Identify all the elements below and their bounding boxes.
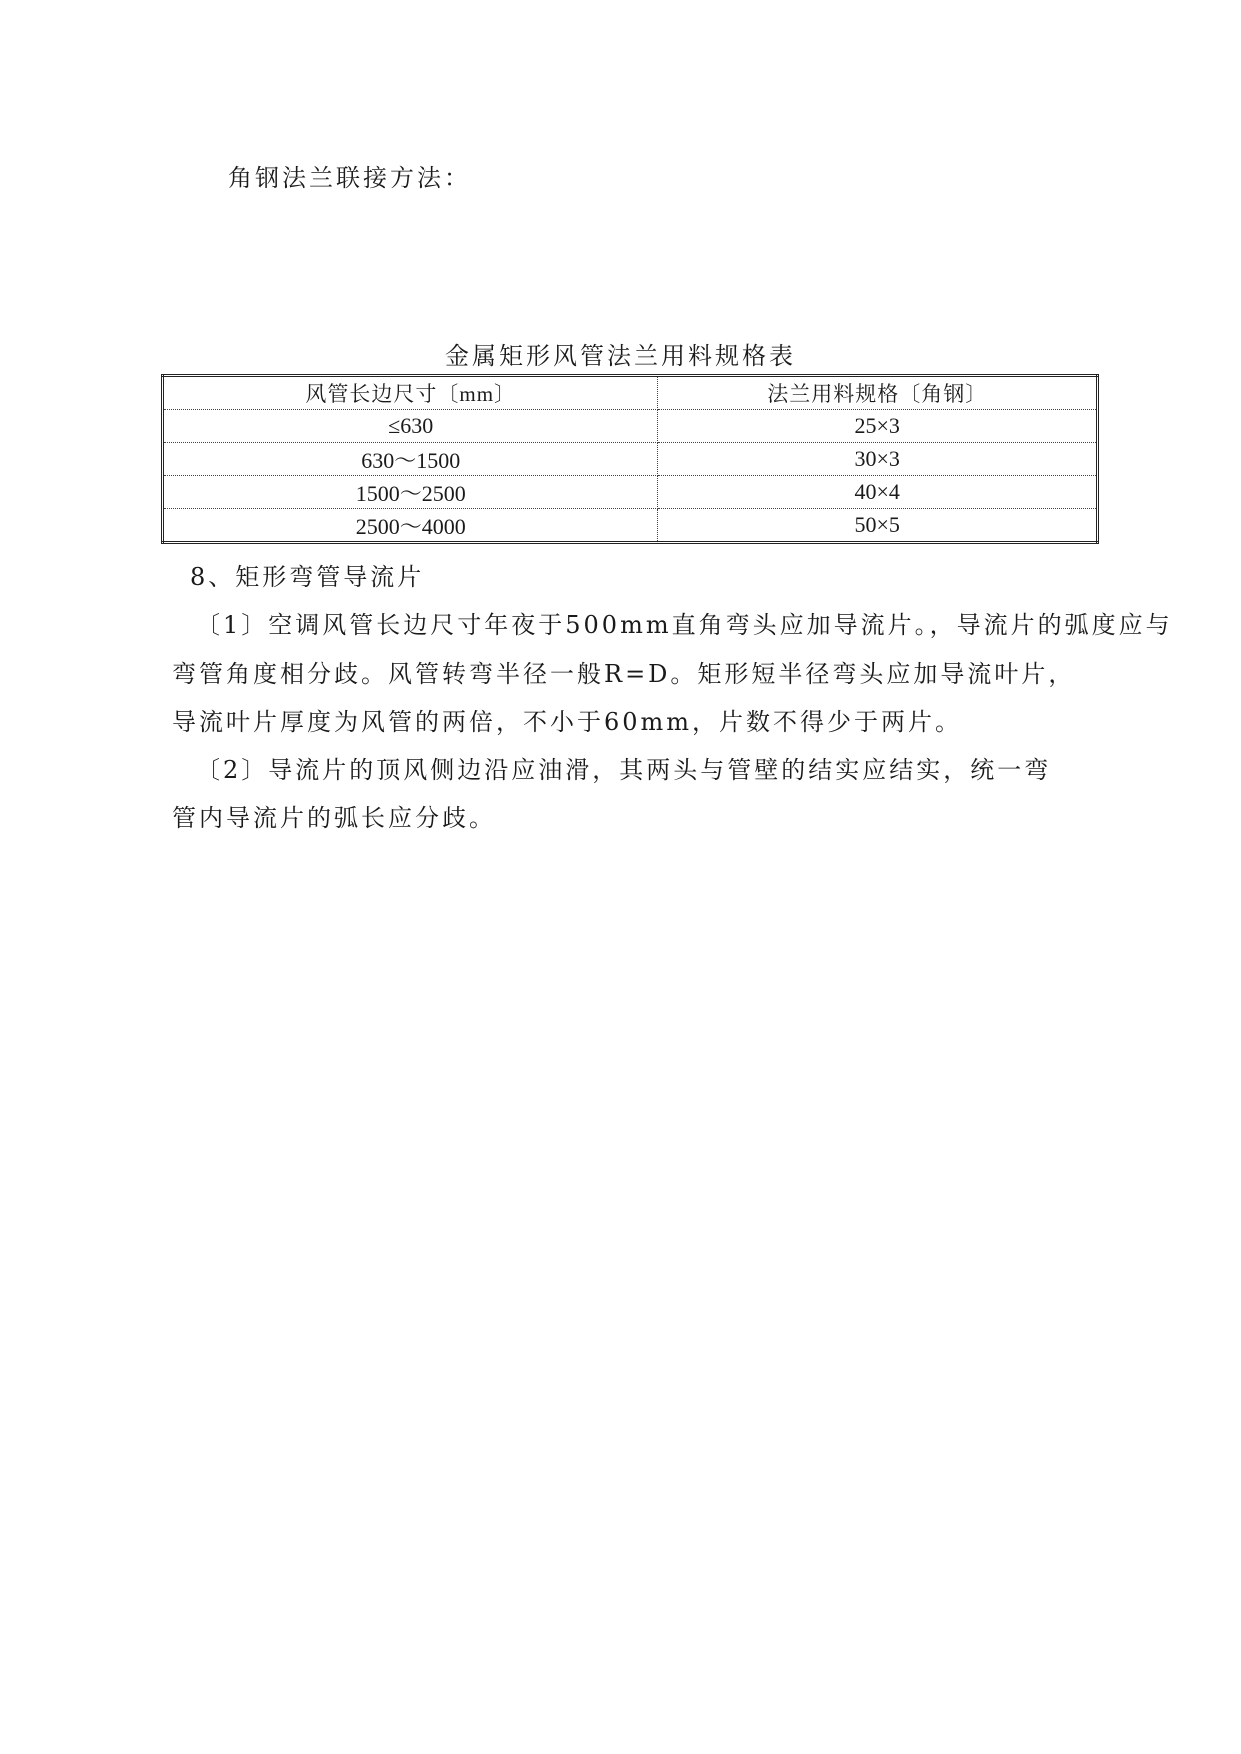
flange-spec-table: [161, 374, 1099, 544]
table-row: [163, 509, 1098, 543]
cell-duct-size: 1500～2500: [163, 476, 658, 509]
table-title: 金属矩形风管法兰用料规格表: [445, 342, 796, 370]
cell-flange-spec: 25×3: [658, 410, 1098, 443]
paragraph-line: 〔1〕空调风管长边尺寸年夜于500mm直角弯头应加导流片。，导流片的弧度应与: [196, 611, 1173, 639]
section-heading: 8、矩形弯管导流片: [190, 563, 425, 591]
cell-flange-spec: 50×5: [854, 512, 900, 537]
cell-flange-spec: 40×4: [658, 476, 1098, 509]
paragraph-line: 导流叶片厚度为风管的两倍，不小于60mm，片数不得少于两片。: [172, 708, 963, 736]
paragraph-line: 管内导流片的弧长应分歧。: [172, 804, 496, 832]
table-row: [163, 443, 1098, 476]
paragraph-line: 弯管角度相分歧。风管转弯半径一般R=D。矩形短半径弯头应加导流叶片，: [172, 660, 1076, 688]
cell-duct-size: 2500～4000: [163, 509, 658, 543]
header-duct-long-side: 风管长边尺寸〔mm〕: [163, 376, 658, 410]
paragraph-line: 〔2〕导流片的顶风侧边沿应油滑，其两头与管壁的结实应结实，统一弯: [196, 756, 1052, 784]
table-row: [163, 476, 1098, 509]
cell-duct-size: ≤630: [163, 410, 658, 443]
table-header-row: [163, 376, 1098, 410]
header-flange-material: 法兰用料规格〔角钢〕: [658, 376, 1098, 410]
cell-flange-spec: 30×3: [658, 443, 1098, 476]
cell-duct-size: 630～1500: [163, 443, 658, 476]
table-row: [163, 410, 1098, 443]
intro-text: 角钢法兰联接方法：: [228, 164, 471, 192]
